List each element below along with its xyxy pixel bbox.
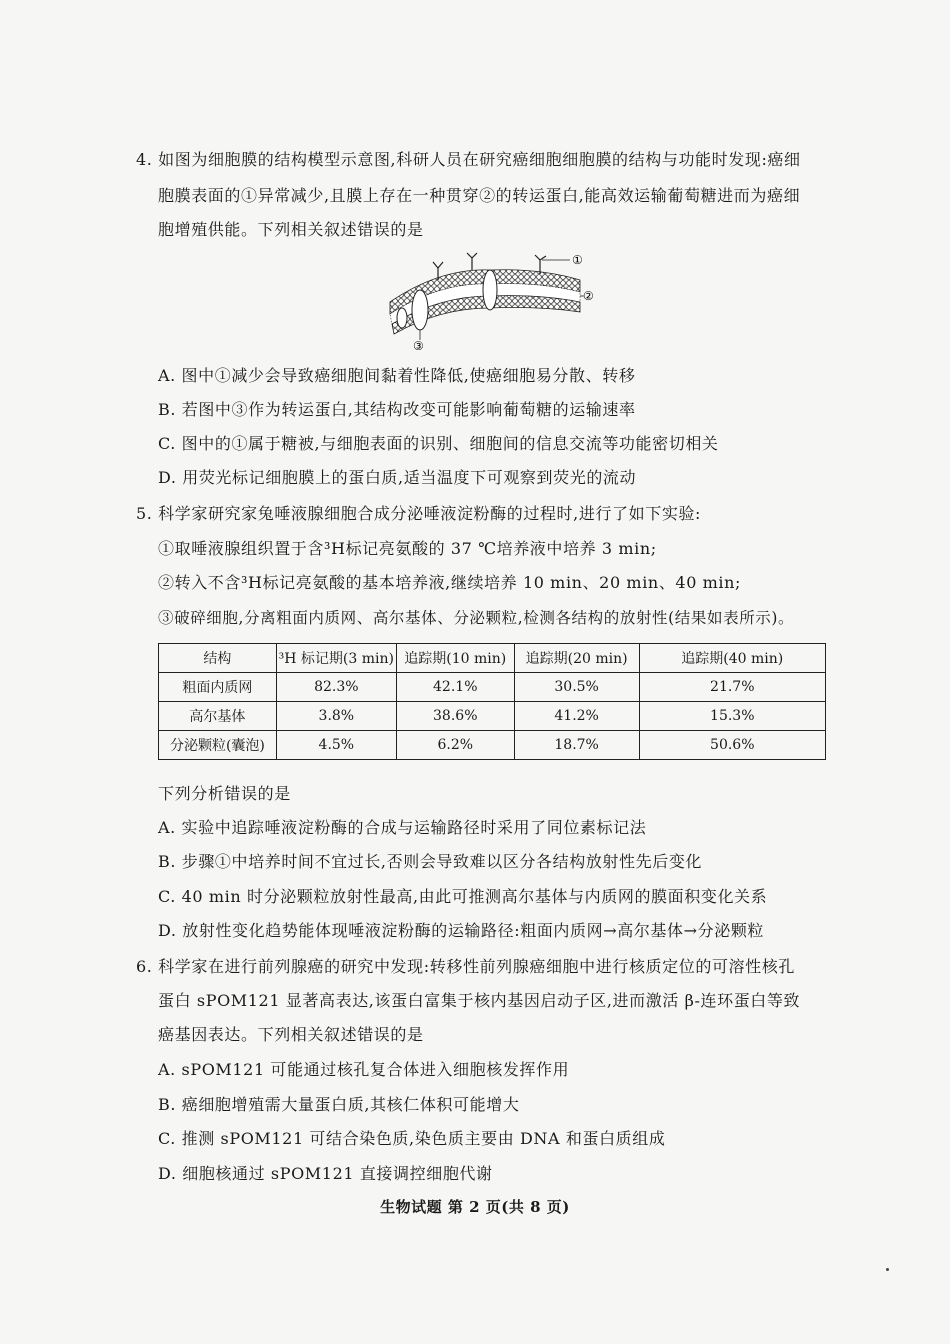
- table-header-cell: 结构: [159, 644, 277, 673]
- table-cell: 高尔基体: [159, 702, 277, 731]
- q5-stem: 5. 科学家研究家兔唾液腺细胞合成分泌唾液淀粉酶的过程时,进行了如下实验:: [136, 504, 702, 523]
- q5-option-c: C. 40 min 时分泌颗粒放射性最高,由此可推测高尔基体与内质网的膜面积变化关系: [158, 887, 768, 906]
- q4-option-b: B. 若图中③作为转运蛋白,其结构改变可能影响葡萄糖的运输速率: [158, 400, 636, 419]
- q5-step2: ②转入不含³H标记亮氨酸的基本培养液,继续培养 10 min、20 min、40 min;: [158, 573, 742, 592]
- table-cell: 41.2%: [514, 702, 639, 731]
- q6-option-a: A. sPOM121 可能通过核孔复合体进入细胞核发挥作用: [158, 1060, 570, 1079]
- table-header-cell: 追踪期(20 min): [514, 644, 639, 673]
- table-cell: 21.7%: [639, 673, 825, 702]
- figure-label-3: ③: [413, 339, 424, 350]
- cell-membrane-figure: [380, 250, 600, 350]
- table-header-row: [159, 644, 826, 673]
- table-cell: 82.3%: [276, 673, 396, 702]
- table-cell: 18.7%: [514, 731, 639, 760]
- table-cell: 3.8%: [276, 702, 396, 731]
- q5-results-table: [158, 643, 826, 760]
- table-row: [159, 673, 826, 702]
- q5-option-b: B. 步骤①中培养时间不宜过长,否则会导致难以区分各结构放射性先后变化: [158, 852, 703, 871]
- q4-option-a: A. 图中①减少会导致癌细胞间黏着性降低,使癌细胞易分散、转移: [158, 366, 636, 385]
- page-speck: [886, 1268, 889, 1271]
- table-cell: 15.3%: [639, 702, 825, 731]
- table-header-cell: ³H 标记期(3 min): [276, 644, 396, 673]
- q5-option-a: A. 实验中追踪唾液淀粉酶的合成与运输路径时采用了同位素标记法: [158, 818, 647, 837]
- figure-label-1: ①: [572, 253, 583, 267]
- table-cell: 粗面内质网: [159, 673, 277, 702]
- q6-stem-line1: 6. 科学家在进行前列腺癌的研究中发现:转移性前列腺癌细胞中进行核质定位的可溶性核孔: [136, 957, 795, 976]
- q6-stem-line3: 癌基因表达。下列相关叙述错误的是: [158, 1025, 424, 1044]
- table-header-cell: 追踪期(10 min): [396, 644, 514, 673]
- q4-stem-line1: 4. 如图为细胞膜的结构模型示意图,科研人员在研究癌细胞细胞膜的结构与功能时发现:癌细: [136, 150, 801, 169]
- q4-stem-line2: 胞膜表面的①异常减少,且膜上存在一种贯穿②的转运蛋白,能高效运输葡萄糖进而为癌细: [158, 186, 801, 205]
- q5-option-d: D. 放射性变化趋势能体现唾液淀粉酶的运输路径:粗面内质网→高尔基体→分泌颗粒: [158, 921, 765, 940]
- table-cell: 4.5%: [276, 731, 396, 760]
- q4-option-c: C. 图中的①属于糖被,与细胞表面的识别、细胞间的信息交流等功能密切相关: [158, 434, 719, 453]
- table-cell: 30.5%: [514, 673, 639, 702]
- page-footer: 生物试题 第 2 页(共 8 页): [380, 1198, 570, 1216]
- table-row: [159, 702, 826, 731]
- table-cell: 分泌颗粒(囊泡): [159, 731, 277, 760]
- q6-option-b: B. 癌细胞增殖需大量蛋白质,其核仁体积可能增大: [158, 1095, 520, 1114]
- figure-label-2: ②: [583, 289, 594, 303]
- q5-step3: ③破碎细胞,分离粗面内质网、高尔基体、分泌颗粒,检测各结构的放射性(结果如表所示)。: [158, 609, 795, 627]
- table-row: [159, 731, 826, 760]
- q6-stem-line2: 蛋白 sPOM121 显著高表达,该蛋白富集于核内基因启动子区,进而激活 β-连环蛋白等致: [158, 991, 801, 1010]
- table-cell: 6.2%: [396, 731, 514, 760]
- q5-prompt: 下列分析错误的是: [158, 784, 291, 803]
- q4-option-d: D. 用荧光标记细胞膜上的蛋白质,适当温度下可观察到荧光的流动: [158, 468, 637, 487]
- table-cell: 50.6%: [639, 731, 825, 760]
- q6-option-d: D. 细胞核通过 sPOM121 直接调控细胞代谢: [158, 1164, 493, 1183]
- q4-stem-line3: 胞增殖供能。下列相关叙述错误的是: [158, 220, 424, 239]
- table-header-cell: 追踪期(40 min): [639, 644, 825, 673]
- q5-step1: ①取唾液腺组织置于含³H标记亮氨酸的 37 ℃培养液中培养 3 min;: [158, 539, 657, 558]
- table-cell: 38.6%: [396, 702, 514, 731]
- q6-option-c: C. 推测 sPOM121 可结合染色质,染色质主要由 DNA 和蛋白质组成: [158, 1129, 666, 1148]
- table-cell: 42.1%: [396, 673, 514, 702]
